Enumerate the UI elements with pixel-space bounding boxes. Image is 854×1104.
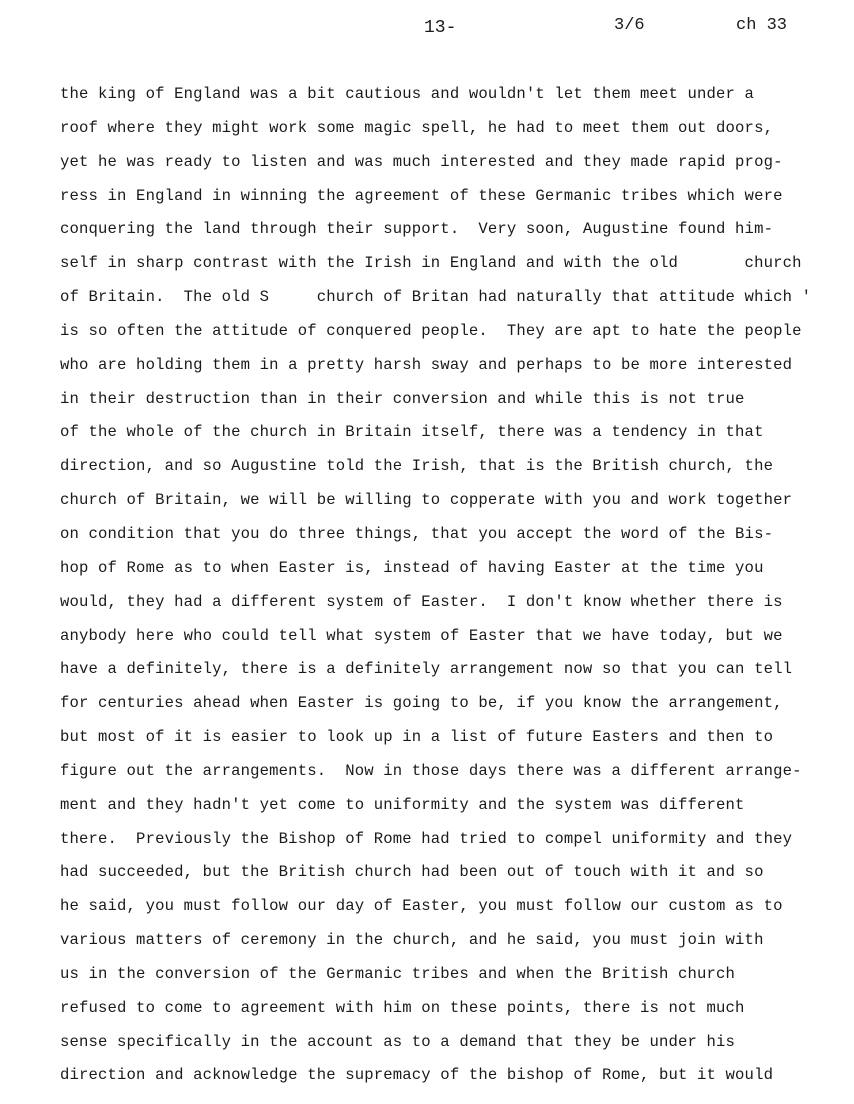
date-mark: 3/6	[614, 16, 645, 35]
text-line: sense specifically in the account as to a demand that they be under his	[60, 1032, 736, 1051]
text-line: various matters of ceremony in the church, and he said, you must join with	[60, 931, 764, 950]
text-line: he said, you must follow our day of Easter, you must follow our custom as to	[60, 897, 783, 916]
text-line: who are holding them in a pretty harsh sway and perhaps to be more interested	[60, 355, 793, 374]
text-line: refused to come to agreement with him on these points, there is not much	[60, 998, 745, 1017]
text-line: ment and they hadn't yet come to uniformity and the system was different	[60, 795, 745, 814]
body-text	[60, 82, 850, 1097]
text-line: of Britain. The old S church of Britan had naturally that attitude which '	[60, 288, 812, 307]
text-line: of the whole of the church in Britain itself, there was a tendency in that	[60, 423, 764, 442]
text-line: the king of England was a bit cautious and wouldn't let them meet under a	[60, 85, 755, 103]
text-line: on condition that you do three things, that you accept the word of the Bis-	[60, 524, 774, 543]
text-line: would, they had a different system of Easter. I don't know whether there is	[60, 592, 783, 611]
text-line: direction, and so Augustine told the Irish, that is the British church, the	[60, 457, 774, 476]
text-line: ress in England in winning the agreement of these Germanic tribes which were	[60, 186, 783, 205]
text-line: there. Previously the Bishop of Rome had tried to compel uniformity and they	[60, 829, 793, 848]
page-header	[0, 14, 854, 44]
text-line: us in the conversion of the Germanic tribes and when the British church	[60, 964, 736, 983]
text-line: anybody here who could tell what system of Easter that we have today, but we	[60, 626, 783, 645]
text-line: yet he was ready to listen and was much interested and they made rapid prog-	[60, 152, 783, 171]
text-line: self in sharp contrast with the Irish in England and with the old church	[60, 254, 802, 273]
page-number: 13-	[424, 18, 457, 38]
text-line: have a definitely, there is a definitely arrangement now so that you can tell	[60, 660, 793, 679]
text-line: church of Britain, we will be willing to copperate with you and work together	[60, 491, 793, 510]
text-line: direction and acknowledge the supremacy of the bishop of Rome, but it would	[60, 1066, 774, 1085]
text-line: in their destruction than in their conversion and while this is not true	[60, 389, 745, 408]
text-line: hop of Rome as to when Easter is, instead of having Easter at the time you	[60, 558, 764, 577]
chapter-mark: ch 33	[736, 16, 788, 35]
text-line: conquering the land through their support. Very soon, Augustine found him-	[60, 220, 774, 239]
text-line: had succeeded, but the British church had been out of touch with it and so	[60, 863, 764, 882]
text-line: roof where they might work some magic spell, he had to meet them out doors,	[60, 118, 774, 137]
text-line: figure out the arrangements. Now in those days there was a different arrange-	[60, 761, 802, 780]
text-line: is so often the attitude of conquered people. They are apt to hate the people	[60, 321, 802, 340]
text-line: for centuries ahead when Easter is going to be, if you know the arrangement,	[60, 694, 783, 713]
text-line: but most of it is easier to look up in a list of future Easters and then to	[60, 728, 774, 747]
